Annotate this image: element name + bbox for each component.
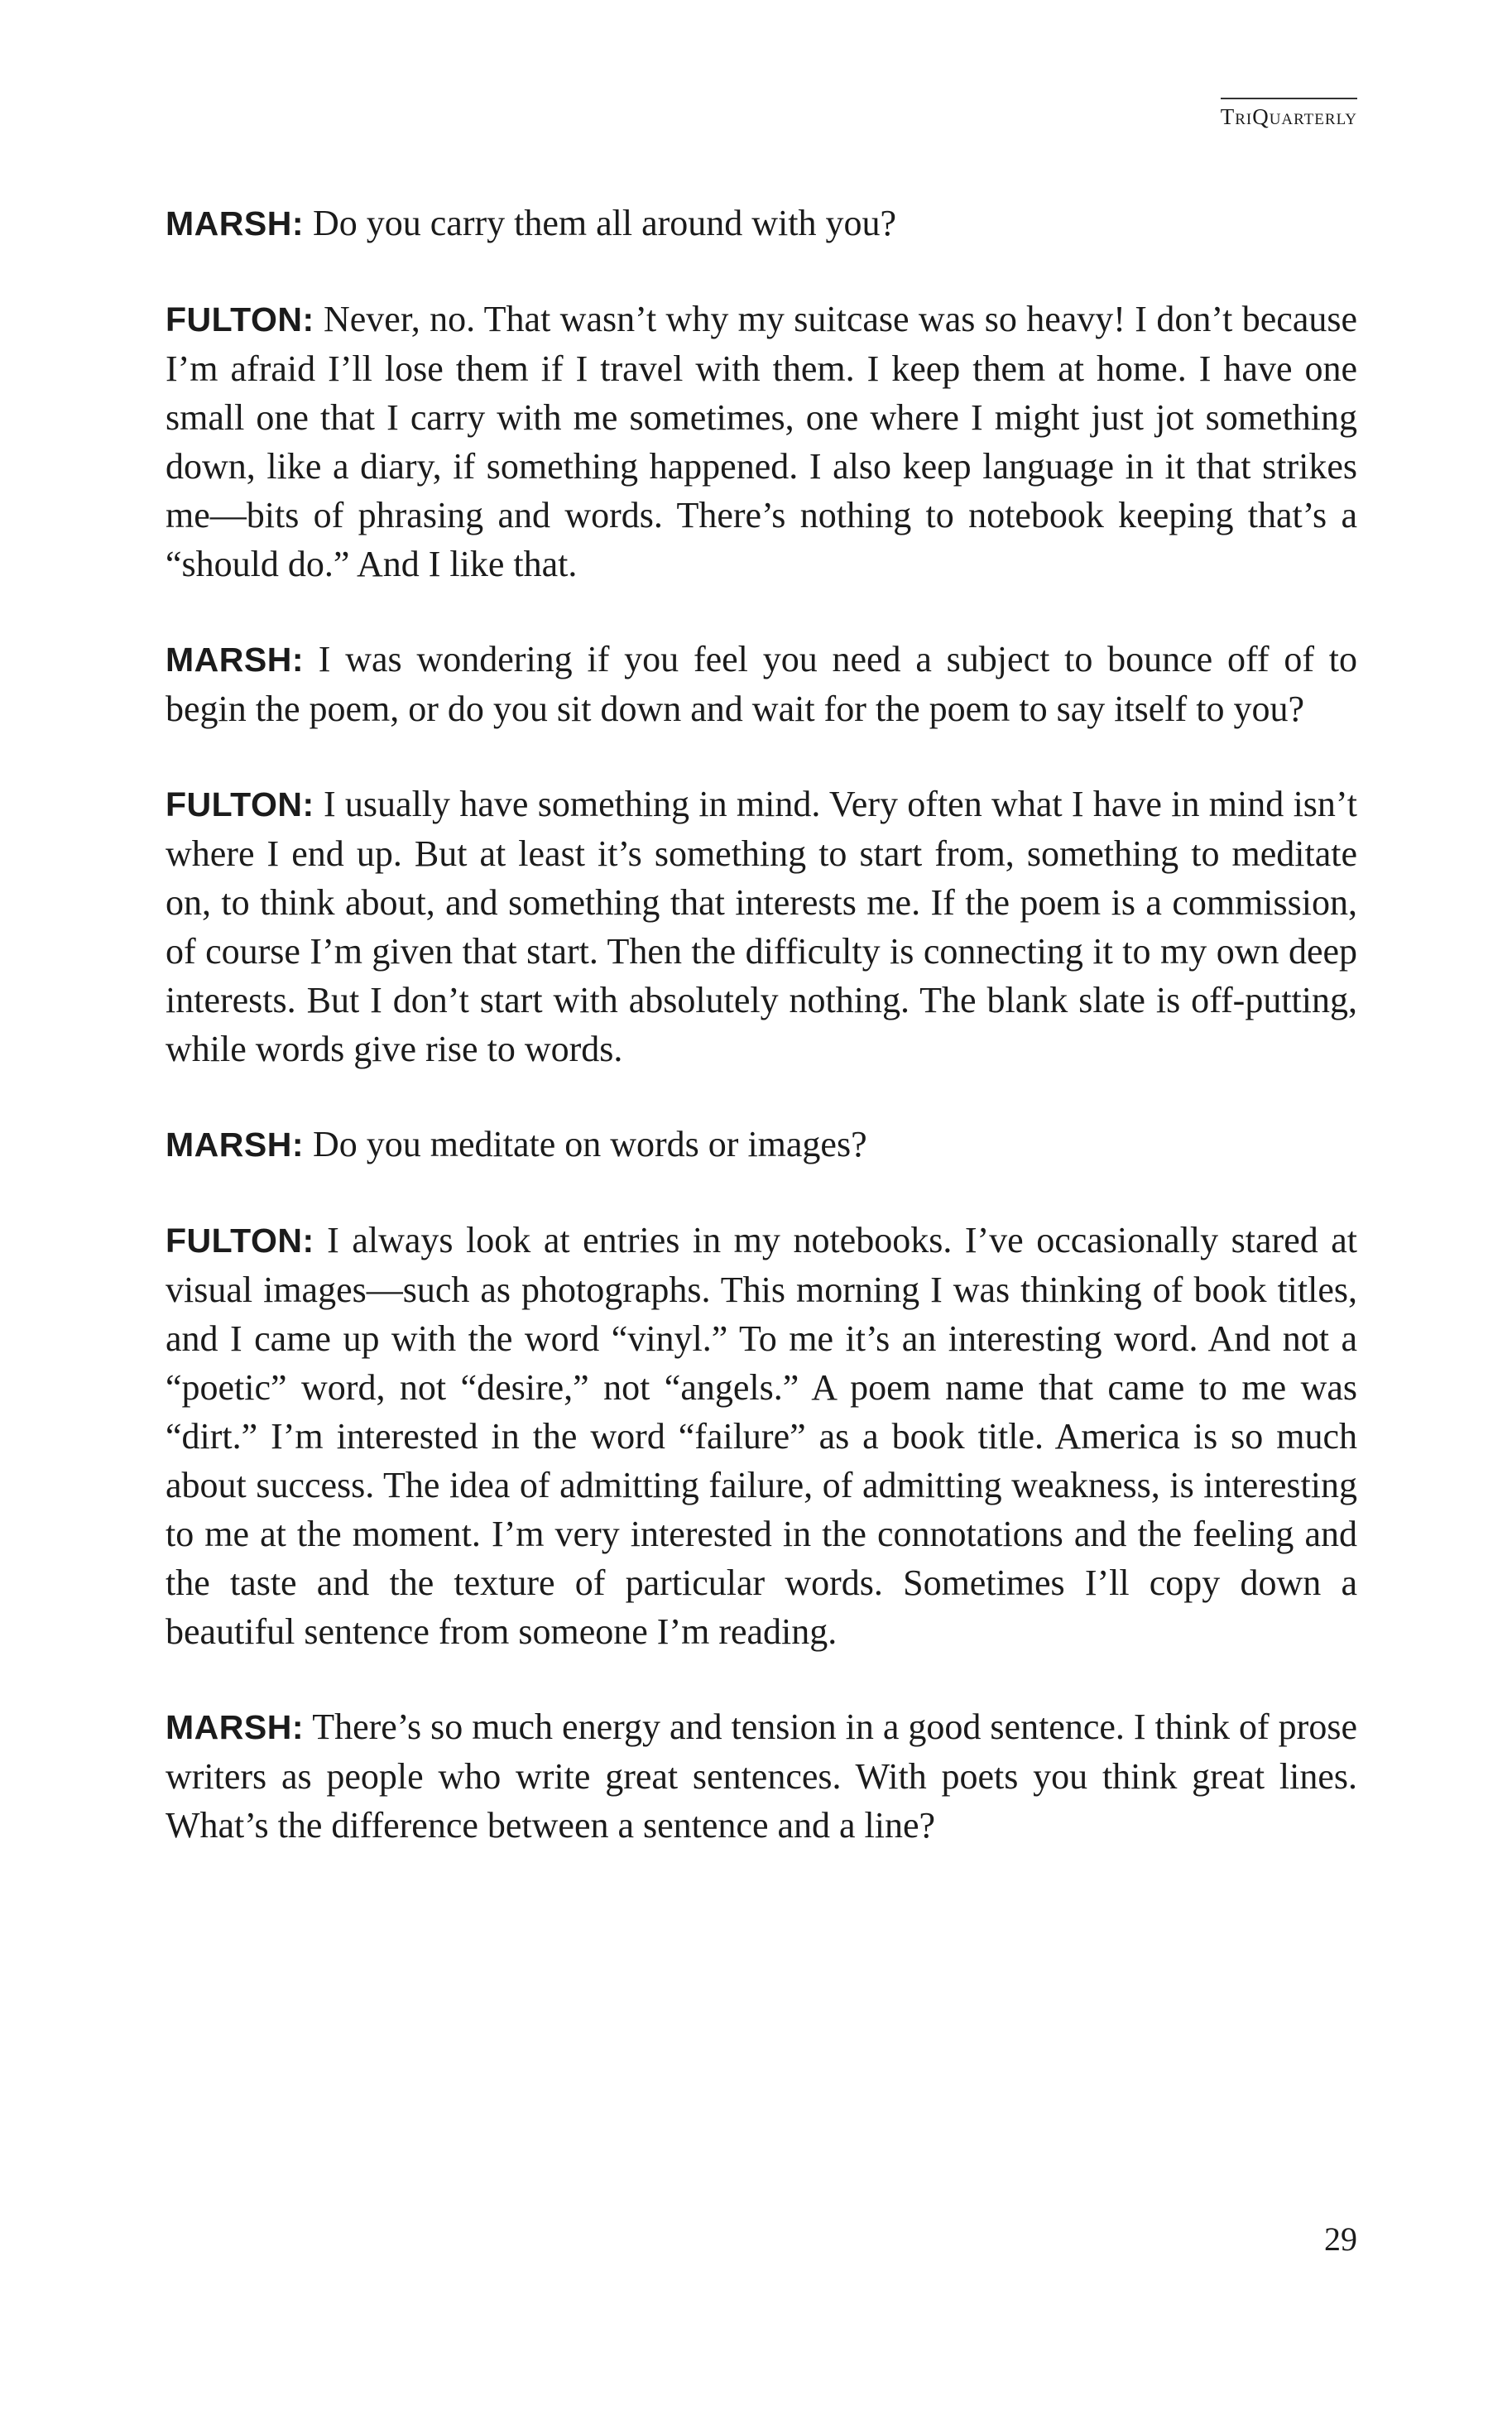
exchange-text: Do you meditate on words or images? [312,1124,867,1164]
exchange-text: I always look at entries in my notebooks. I’ve occasionally stared at visual images—such as photographs. This morning I was thinking of book titles, and I came up with the word “vinyl.” To me it’s an interesting word. And not a “poetic” word, not “desire,” not “angels.” A poem name that came to me was “dirt.” I’m interested in the word “failure” as a book title. America is so much about success. The idea of admitting failure, of admitting weakness, is interesting to me at the moment. I’m very interested in the connotations and the feeling and the taste and the texture of particular words. Sometimes I’ll copy down a beautiful sentence from someone I’m reading. [166,1220,1358,1652]
exchange-paragraph [166,1216,1357,1656]
speaker-label: MARSH: [166,1126,304,1164]
exchange-paragraph [166,295,1357,588]
exchange-text: I usually have something in mind. Very often what I have in mind isn’t where I end up. But at least it’s something to start from, something to meditate on, to think about, and something that interests me. If the poem is a commission, of course I’m given that start. Then the difficulty is connecting it to my own deep interests. But I don’t start with absolutely nothing. The blank slate is off-putting, while words give rise to words. [166,784,1357,1069]
speaker-label: MARSH: [166,1708,304,1746]
exchange-text: I was wondering if you feel you need a subject to bounce off of to begin the poem, or do you sit down and wait for the poem to say itself to you? [166,639,1358,729]
exchange-paragraph [166,199,1357,248]
exchange-paragraph [166,1120,1357,1169]
interview-body [166,199,1357,1896]
speaker-label: FULTON: [166,300,314,338]
exchange-paragraph [166,780,1357,1073]
page-number: 29 [1324,2220,1357,2258]
speaker-label: FULTON: [166,785,314,823]
exchange-text: There’s so much energy and tension in a good sentence. I think of prose writers as people who write great sentences. With poets you think great lines. What’s the difference between a sentence and a line? [166,1707,1357,1846]
speaker-label: MARSH: [166,641,304,679]
exchange-text: Never, no. That wasn’t why my suitcase was so heavy! I don’t because I’m afraid I’ll lose them if I travel with them. I keep them at home. I have one small one that I carry with me sometimes, one where I might just jot something down, like a diary, if something happened. I also keep language in it that strikes me—bits of phrasing and words. There’s nothing to notebook keeping that’s a “should do.” And I like that. [166,299,1358,584]
exchange-paragraph [166,635,1357,733]
speaker-label: FULTON: [166,1222,314,1260]
speaker-label: MARSH: [166,204,304,242]
exchange-text: Do you carry them all around with you? [312,203,897,243]
running-head: TriQuarterly [1221,98,1357,130]
exchange-paragraph [166,1702,1357,1850]
